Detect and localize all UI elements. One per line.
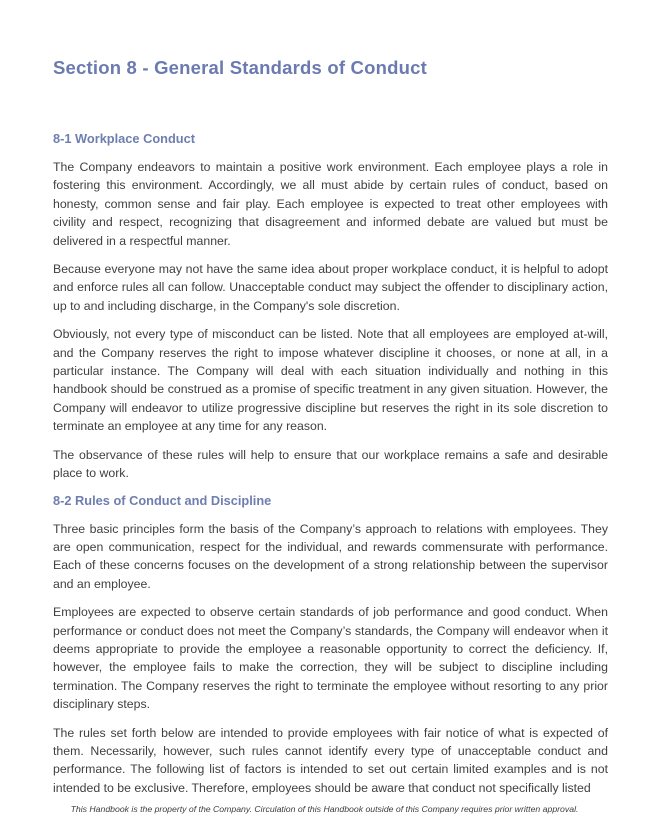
paragraph: Obviously, not every type of misconduct can be listed. Note that all employees are employed at-will, and the Company reserves the right to impose whatever discipline it chooses, or none at all, in a particular instance. The Company will deal with each situation individually and nothing in this handbook should be construed as a promise of specific treatment in any given situation. However, the Company will endeavor to utilize progressive discipline but reserves the right in its sole discretion to terminate an employee at any time for any reason.	[53, 327, 608, 434]
footer-note: This Handbook is the property of the Company. Circulation of this Handbook outside of this Company requires prior written approval.	[70, 804, 579, 814]
document-content	[53, 0, 608, 807]
paragraph: Employees are expected to observe certain standards of job performance and good conduct. When performance or conduct does not meet the Company’s standards, the Company will endeavor when it deems appropriate to provide the employee a reasonable opportunity to correct the deficiency. If, however, the employee fails to make the correction, they will be subject to discipline including termination. The Company reserves the right to terminate the employee without resorting to any prior disciplinary steps.	[53, 605, 608, 712]
paragraph: The rules set forth below are intended to provide employees with fair notice of what is expected of them. Necessarily, however, such rules cannot identify every type of unacceptable conduct and performance. The following list of factors is intended to set out certain limited examples and is not intended to be exclusive. Therefore, employees should be aware that conduct not specifically listed	[53, 725, 608, 795]
paragraph: The observance of these rules will help to ensure that our workplace remains a safe and desirable place to work.	[53, 447, 608, 481]
paragraph: Three basic principles form the basis of the Company’s approach to relations with employees. They are open communication, respect for the individual, and rewards commensurate with performance. Each of these concerns focuses on the development of a strong relationship between the supervisor and an employee.	[53, 521, 608, 591]
page-title: Section 8 - General Standards of Conduct	[53, 57, 427, 78]
paragraph: Because everyone may not have the same idea about proper workplace conduct, it is helpful to adopt and enforce rules all can follow. Unacceptable conduct may subject the offender to disciplinary action, up to and including discharge, in the Company's sole discretion.	[53, 262, 608, 313]
section-heading-8-2: 8-2 Rules of Conduct and Discipline	[53, 492, 272, 508]
paragraph: The Company endeavors to maintain a positive work environment. Each employee plays a role in fostering this environment. Accordingly, we all must abide by certain rules of conduct, based on honesty, common sense and fair play. Each employee is expected to treat other employees with civility and respect, recognizing that disagreement and informed debate are valued but must be delivered in a respectful manner.	[53, 160, 608, 248]
section-heading-8-1: 8-1 Workplace Conduct	[53, 131, 195, 146]
